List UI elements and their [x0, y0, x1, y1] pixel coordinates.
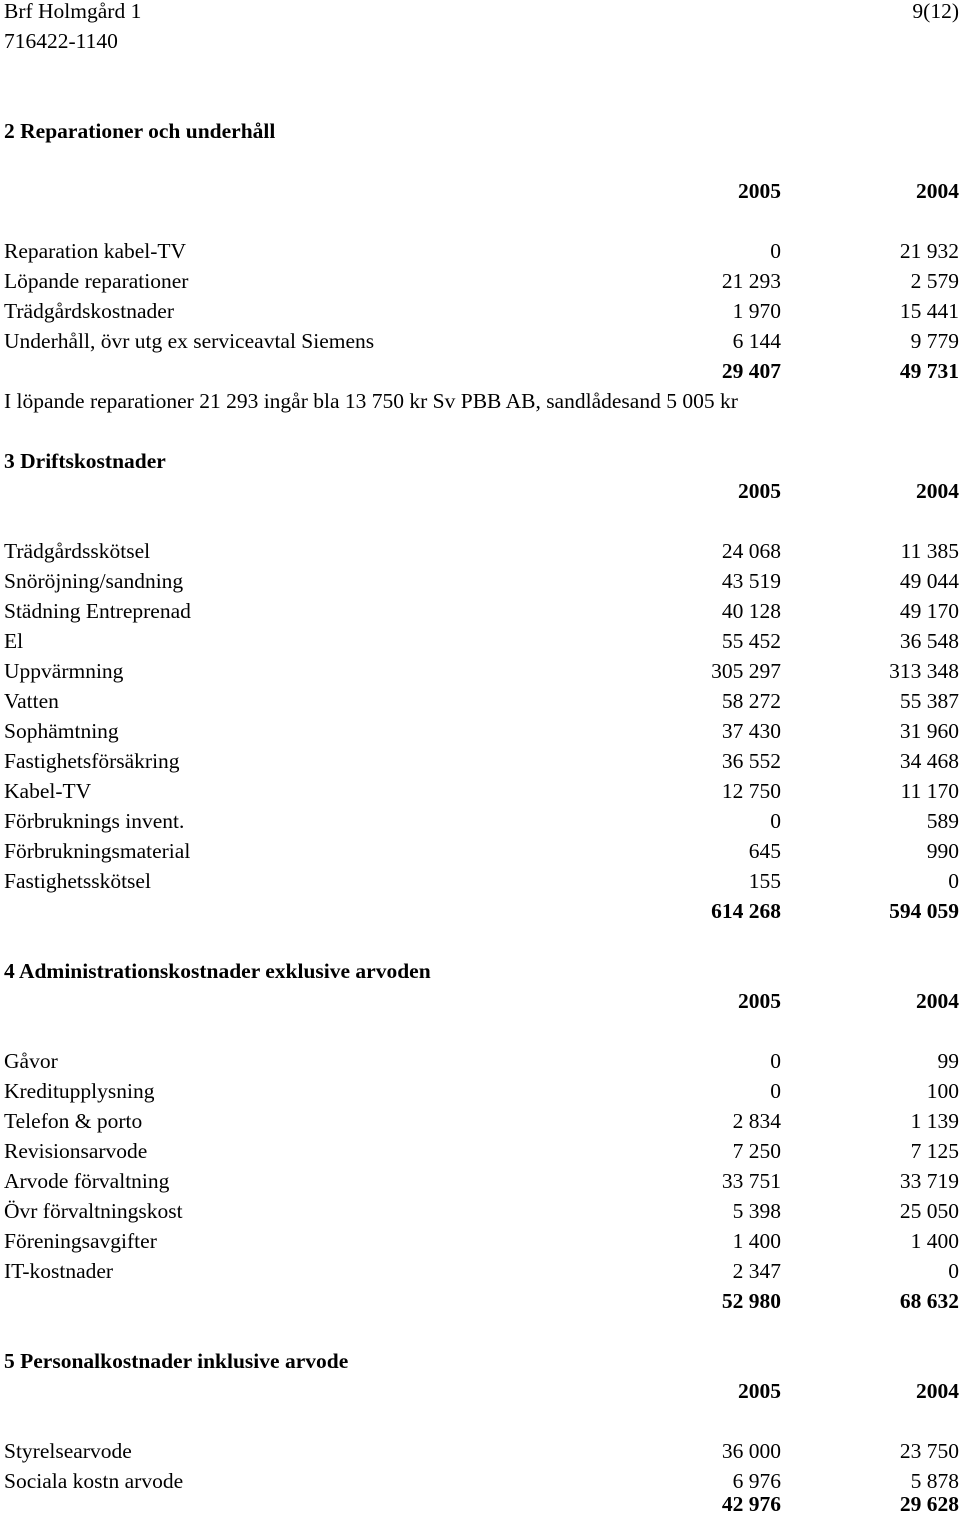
- value-2004: 0: [948, 1259, 959, 1283]
- col-header-2004: 2004: [916, 989, 959, 1013]
- page-header-line-1: [0, 0, 960, 26]
- value-2004: 31 960: [899, 719, 959, 743]
- row-label: Fastighetsförsäkring: [4, 749, 180, 773]
- value-2005: 2 834: [732, 1109, 781, 1133]
- table-row: [0, 326, 960, 356]
- value-2004: 100: [926, 1079, 959, 1103]
- value-2004: 33 719: [899, 1169, 959, 1193]
- value-2005: 0: [770, 1049, 781, 1073]
- value-2004: 0: [948, 869, 959, 893]
- table-row: [0, 1106, 960, 1136]
- table-row: [0, 746, 960, 776]
- value-2004: 7 125: [910, 1139, 959, 1163]
- value-2005: 24 068: [721, 539, 781, 563]
- value-2005: 36 000: [721, 1439, 781, 1463]
- row-label: Uppvärmning: [4, 659, 124, 683]
- table-row: [0, 1226, 960, 1256]
- row-label: Sociala kostn arvode: [4, 1469, 184, 1493]
- value-2004: 2 579: [910, 269, 959, 293]
- row-label: Kreditupplysning: [4, 1079, 155, 1103]
- table-row: [0, 686, 960, 716]
- value-2005: 6 144: [732, 329, 781, 353]
- value-2005: 43 519: [721, 569, 781, 593]
- section-title: 3 Driftskostnader: [4, 449, 166, 473]
- col-header-2004: 2004: [916, 479, 959, 503]
- table-row: [0, 866, 960, 896]
- row-label: Förbruknings invent.: [4, 809, 185, 833]
- note-text: I löpande reparationer 21 293 ingår bla 13 750 kr Sv PBB AB, sandlådesand 5 005 kr: [4, 389, 738, 413]
- row-label: Förbrukningsmaterial: [4, 839, 191, 863]
- section-4-title-line: [0, 956, 960, 986]
- col-header-2004: 2004: [916, 1379, 959, 1403]
- total-row: [0, 1286, 960, 1316]
- table-row: [0, 776, 960, 806]
- row-label: Städning Entreprenad: [4, 599, 191, 623]
- org-number: 716422-1140: [4, 29, 118, 53]
- row-label: Gåvor: [4, 1049, 58, 1073]
- value-2004: 21 932: [899, 239, 959, 263]
- row-label: Telefon & porto: [4, 1109, 143, 1133]
- row-label: Vatten: [4, 689, 59, 713]
- row-label: Övr förvaltningskost: [4, 1199, 183, 1223]
- table-row: [0, 656, 960, 686]
- value-2004: 99: [937, 1049, 959, 1073]
- section-3-title-line: [0, 446, 960, 476]
- table-row: [0, 1076, 960, 1106]
- section-title: 2 Reparationer och underhåll: [4, 119, 276, 143]
- value-2004: 36 548: [899, 629, 959, 653]
- section-2-title-line: [0, 116, 960, 146]
- col-header-2005: 2005: [738, 179, 781, 203]
- table-row: [0, 536, 960, 566]
- row-label: Underhåll, övr utg ex serviceavtal Siemens: [4, 329, 375, 353]
- value-2005: 2 347: [732, 1259, 781, 1283]
- value-2005: 58 272: [721, 689, 781, 713]
- row-label: Kabel-TV: [4, 779, 92, 803]
- value-2005: 21 293: [721, 269, 781, 293]
- value-2004: 990: [926, 839, 959, 863]
- table-row: [0, 296, 960, 326]
- value-2004: 11 385: [900, 539, 959, 563]
- table-row: [0, 1046, 960, 1076]
- total-row: [0, 896, 960, 926]
- value-2005: 305 297: [711, 659, 781, 683]
- row-label: Fastighetsskötsel: [4, 869, 151, 893]
- section-2-col-headers: [0, 176, 960, 206]
- value-2005: 40 128: [721, 599, 781, 623]
- value-2004: 25 050: [899, 1199, 959, 1223]
- row-label: Styrelsearvode: [4, 1439, 132, 1463]
- table-row: [0, 806, 960, 836]
- value-2004: 9 779: [910, 329, 959, 353]
- total-2005: 29 407: [721, 359, 781, 383]
- row-label: Sophämtning: [4, 719, 119, 743]
- table-row: [0, 1136, 960, 1166]
- table-row: [0, 236, 960, 266]
- col-header-2005: 2005: [738, 479, 781, 503]
- value-2004: 1 400: [910, 1229, 959, 1253]
- table-row: [0, 1436, 960, 1466]
- table-row: [0, 836, 960, 866]
- table-row: [0, 596, 960, 626]
- row-label: Revisionsarvode: [4, 1139, 148, 1163]
- col-header-2005: 2005: [738, 1379, 781, 1403]
- total-2005: 52 980: [721, 1289, 781, 1313]
- value-2005: 0: [770, 239, 781, 263]
- value-2004: 34 468: [899, 749, 959, 773]
- total-2005: 614 268: [711, 899, 781, 923]
- value-2004: 11 170: [900, 779, 959, 803]
- col-header-2004: 2004: [916, 179, 959, 203]
- total-row: [0, 356, 960, 386]
- row-label: Snöröjning/sandning: [4, 569, 184, 593]
- value-2004: 5 878: [910, 1469, 959, 1493]
- total-2004: 29 628: [899, 1492, 959, 1516]
- value-2005: 36 552: [721, 749, 781, 773]
- section-note: [0, 386, 960, 416]
- value-2004: 1 139: [910, 1109, 959, 1133]
- section-title: 4 Administrationskostnader exklusive arvoden: [4, 959, 431, 983]
- row-label: El: [4, 629, 24, 653]
- table-row: [0, 1256, 960, 1286]
- row-label: Föreningsavgifter: [4, 1229, 157, 1253]
- total-2004: 68 632: [899, 1289, 959, 1313]
- value-2005: 1 400: [732, 1229, 781, 1253]
- total-row: [0, 1489, 960, 1519]
- row-label: Arvode förvaltning: [4, 1169, 170, 1193]
- value-2004: 15 441: [899, 299, 959, 323]
- row-label: Löpande reparationer: [4, 269, 189, 293]
- page-header-line-2: [0, 26, 960, 56]
- value-2004: 23 750: [899, 1439, 959, 1463]
- table-row: [0, 566, 960, 596]
- section-5-col-headers: [0, 1376, 960, 1406]
- value-2004: 313 348: [889, 659, 959, 683]
- value-2005: 5 398: [732, 1199, 781, 1223]
- value-2005: 155: [748, 869, 781, 893]
- value-2005: 55 452: [721, 629, 781, 653]
- value-2004: 55 387: [899, 689, 959, 713]
- row-label: Reparation kabel-TV: [4, 239, 187, 263]
- row-label: Trädgårdsskötsel: [4, 539, 151, 563]
- value-2005: 12 750: [721, 779, 781, 803]
- table-row: [0, 716, 960, 746]
- value-2005: 0: [770, 1079, 781, 1103]
- table-row: [0, 1166, 960, 1196]
- value-2005: 645: [748, 839, 781, 863]
- value-2005: 7 250: [732, 1139, 781, 1163]
- table-row: [0, 626, 960, 656]
- value-2004: 49 044: [899, 569, 959, 593]
- total-2005: 42 976: [721, 1492, 781, 1516]
- section-3-col-headers: [0, 476, 960, 506]
- row-label: Trädgårdskostnader: [4, 299, 174, 323]
- col-header-2005: 2005: [738, 989, 781, 1013]
- section-4-col-headers: [0, 986, 960, 1016]
- row-label: IT-kostnader: [4, 1259, 114, 1283]
- value-2005: 37 430: [721, 719, 781, 743]
- value-2005: 0: [770, 809, 781, 833]
- value-2004: 49 170: [899, 599, 959, 623]
- value-2005: 1 970: [732, 299, 781, 323]
- table-row: [0, 1196, 960, 1226]
- org-name: Brf Holmgård 1: [4, 0, 142, 23]
- section-title: 5 Personalkostnader inklusive arvode: [4, 1349, 349, 1373]
- section-5-title-line: [0, 1346, 960, 1376]
- page-number: 9(12): [912, 0, 959, 23]
- table-row: [0, 266, 960, 296]
- total-2004: 49 731: [899, 359, 959, 383]
- total-2004: 594 059: [889, 899, 959, 923]
- value-2004: 589: [926, 809, 959, 833]
- value-2005: 6 976: [732, 1469, 781, 1493]
- value-2005: 33 751: [721, 1169, 781, 1193]
